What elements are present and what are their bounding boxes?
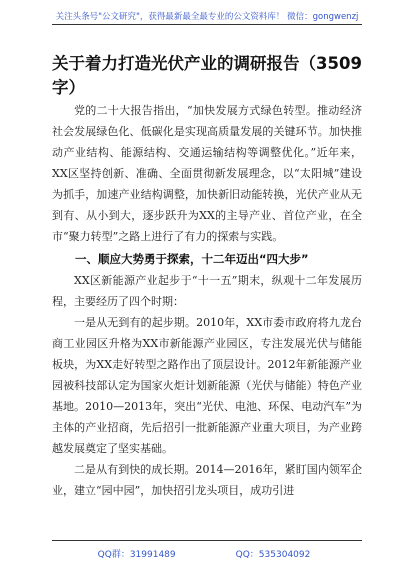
footer-qq: QQ：535304092 — [235, 550, 311, 560]
header-divider — [52, 24, 362, 25]
document-body — [52, 100, 362, 501]
paragraph-stage-1: 一是从无到有的起步期。2010年，XX市委市政府将九龙台商工业园区升格为XX市新能源产业园区，专注发展光伏与储能板块，为XX走好转型之路作出了顶层设计。2012年新能源产业园被科技部认定为国家火炬计划新能源（光伏与储能）特色产业基地。2010—2013年，突出“光伏、电池、环保、电动汽车”为主体的产业招商，先后招引一批新能源产业重大项目，为产业跨越发展奠定了坚实基础。 — [52, 316, 362, 455]
footer-qq-group: QQ群：31991489 — [97, 550, 176, 560]
paragraph-intro: 党的二十大报告指出，“加快发展方式绿色转型。推动经济社会发展绿色化、低碳化是实现高质量发展的关键环节。加快推动产业结构、能源结构、交通运输结构等调整优化。”近年来，XX区坚持创新、准确、全面贯彻新发展理念，以“太阳城”建设为抓手，加速产业结构调整，加快新旧动能转换，光伏产业从无到有、从小到大，逐步跃升为XX的主导产业、首位产业，在全市“聚力转型”之路上进行了有力的探索与实践。 — [52, 104, 362, 243]
page-header: 关注头条号"公文研究"，获得最新最全最专业的公文资料库！ 微信：gongwenzj — [55, 12, 359, 22]
footer-divider — [52, 540, 362, 541]
document-title: 关于着力打造光伏产业的调研报告（3509字） — [52, 54, 362, 97]
page-footer — [0, 547, 408, 560]
paragraph-overview: XX区新能源产业起步于“十一五”期末，纵观十二年发展历程，主要经历了四个时期： — [52, 274, 362, 308]
paragraph-stage-2: 二是从有到快的成长期。2014—2016年，紧盯国内领军企业，建立“园中园”，加快招引龙头项目，成功引进 — [52, 463, 362, 497]
section-heading-1: 一、顺应大势勇于探索，十二年迈出“四大步” — [75, 252, 309, 266]
